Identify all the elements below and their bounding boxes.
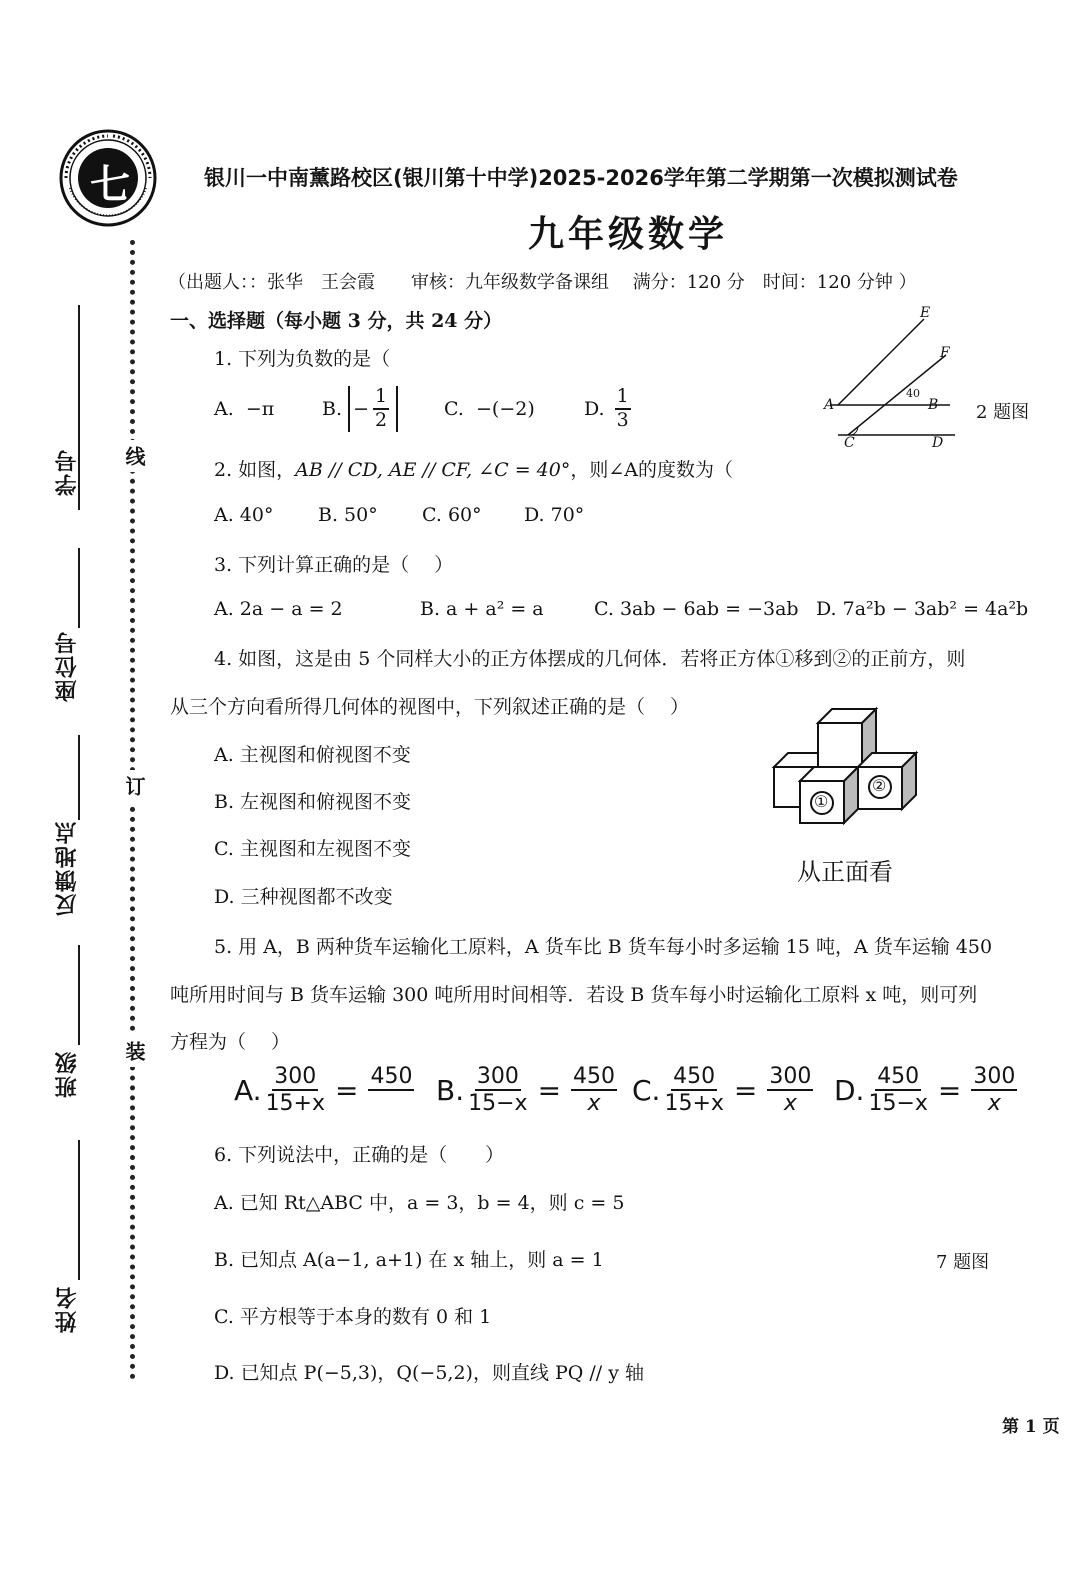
q5-b-left-fraction xyxy=(468,1064,527,1117)
q5-a-ln: 300 xyxy=(272,1064,318,1091)
cube-label-1: ① xyxy=(814,792,829,811)
section-title: 一、选择题（每小题 3 分，共 24 分） xyxy=(170,310,503,332)
q4-stem-line2: 从三个方向看所得几何体的视图中，下列叙述正确的是（ ） xyxy=(170,696,690,718)
fig2-label-a: A xyxy=(824,397,835,413)
exam-info: （出题人：：张华 王会霞 审核：九年级数学备课组 满分：120 分 时间：120 分钟 ） xyxy=(168,272,917,293)
fig2-label-b: B xyxy=(928,397,939,413)
label-feedback-location: 反馈地点 xyxy=(55,820,80,916)
q2-option-a: A. 40° xyxy=(214,504,274,526)
q3-option-a: A. 2a − a = 2 xyxy=(214,598,343,620)
q2-stem-prefix: 2. 如图， xyxy=(214,459,296,481)
label-class: 班级 xyxy=(55,1050,80,1098)
q6-option-b: B. 已知点 A(a−1, a+1) 在 x 轴上，则 a = 1 xyxy=(214,1249,604,1271)
figure-q2 xyxy=(820,305,970,450)
q1-d-den: 3 xyxy=(616,408,629,431)
cubes-drawing xyxy=(770,705,920,827)
mark-line: 线 xyxy=(120,440,149,472)
subject-title: 九年级数学 xyxy=(528,214,729,255)
fig2-label-c: C xyxy=(844,435,855,451)
q1-b-abs xyxy=(348,386,398,432)
q5-c-right-fraction xyxy=(767,1064,813,1117)
q1-d-num: 1 xyxy=(615,386,631,410)
label-student-id: 学号 xyxy=(55,448,80,496)
fig4-caption: 从正面看 xyxy=(797,858,893,886)
q5-c-ln: 450 xyxy=(671,1064,717,1091)
q1-a-label: A. xyxy=(214,398,234,420)
q5-d-eq: = xyxy=(937,1073,962,1107)
q5-b-ln: 300 xyxy=(475,1064,521,1091)
q5-a-right-fraction xyxy=(368,1064,414,1116)
fig2-label-f: F xyxy=(940,345,950,361)
q1-b-sign: − xyxy=(353,397,369,420)
binding-dotted-line xyxy=(130,240,135,1380)
q1-a-value: −π xyxy=(245,398,275,420)
q5-a-label: A. xyxy=(234,1073,262,1107)
q6-stem: 6. 下列说法中，正确的是（ ） xyxy=(214,1144,505,1166)
q4-option-b: B. 左视图和俯视图不变 xyxy=(214,791,412,813)
q1-b-num: 1 xyxy=(373,386,389,410)
q5-stem-line1: 5. 用 A，B 两种货车运输化工原料，A 货车比 B 货车每小时多运输 15 吨，A 货车运输 450 xyxy=(214,936,993,958)
q3-option-b: B. a + a² = a xyxy=(420,598,544,620)
seal-center-char: 七 xyxy=(90,162,130,208)
q5-b-rn: 450 xyxy=(571,1064,617,1091)
q5-d-rd: x xyxy=(987,1091,1001,1117)
q3-stem: 3. 下列计算正确的是（ ） xyxy=(214,554,454,576)
q5-option-a xyxy=(234,1064,418,1117)
q1-option-d xyxy=(584,386,635,432)
q5-stem-line3: 方程为（ ） xyxy=(170,1031,291,1053)
figure-q4-cubes xyxy=(770,705,920,827)
q2-stem-suffix: ，则∠A的度数为（ xyxy=(570,459,734,481)
q1-stem: 1. 下列为负数的是（ xyxy=(214,348,391,370)
q5-c-eq: = xyxy=(733,1073,758,1107)
q4-option-c: C. 主视图和左视图不变 xyxy=(214,838,411,860)
q2-option-d: D. 70° xyxy=(524,504,585,526)
q1-option-b xyxy=(322,386,398,432)
q5-a-eq: = xyxy=(335,1073,359,1107)
q5-c-rn: 300 xyxy=(767,1064,813,1091)
page-number: 第 1 页 xyxy=(1002,1417,1060,1437)
q5-d-right-fraction xyxy=(971,1064,1017,1117)
margin-line-5 xyxy=(78,1140,80,1280)
q2-stem xyxy=(214,455,733,482)
q5-d-left-fraction xyxy=(868,1064,927,1117)
margin-line-4 xyxy=(78,945,80,1045)
q5-b-rd: x xyxy=(587,1091,601,1117)
q5-b-right-fraction xyxy=(571,1064,617,1117)
q5-a-left-fraction xyxy=(266,1064,325,1117)
q1-d-fraction xyxy=(615,386,631,432)
fig2-label-d: D xyxy=(932,435,944,451)
q1-d-label: D. xyxy=(584,397,605,420)
q2-option-b: B. 50° xyxy=(318,504,378,526)
figure-q2-lines xyxy=(820,305,970,450)
q4-stem-line1: 4. 如图，这是由 5 个同样大小的正方体摆成的几何体．若将正方体①移到②的正前方，则 xyxy=(214,648,966,670)
fig2-caption: 2 题图 xyxy=(976,402,1030,423)
q3-option-c: C. 3ab − 6ab = −3ab xyxy=(594,598,799,620)
q1-b-label: B. xyxy=(322,397,343,420)
q5-d-rn: 300 xyxy=(971,1064,1017,1091)
q2-option-c: C. 60° xyxy=(422,504,482,526)
school-title: 银川一中南薰路校区(银川第十中学)2025-2026学年第二学期第一次模拟测试卷 xyxy=(204,166,958,190)
q1-b-den: 2 xyxy=(374,408,388,431)
fig2-label-e: E xyxy=(920,305,931,321)
q5-d-label: D. xyxy=(834,1073,865,1107)
q5-c-label: C. xyxy=(632,1073,661,1107)
margin-line-3 xyxy=(78,735,80,820)
q6-option-d: D. 已知点 P(−5,3)，Q(−5,2)，则直线 PQ // y 轴 xyxy=(214,1362,645,1384)
q5-d-ln: 450 xyxy=(875,1064,921,1091)
q1-option-c xyxy=(444,398,535,420)
q5-b-label: B. xyxy=(436,1073,465,1107)
q5-c-rd: x xyxy=(783,1091,797,1117)
q5-option-d xyxy=(834,1064,1021,1117)
mark-staple: 订 xyxy=(120,770,149,802)
mark-bind: 装 xyxy=(120,1035,149,1067)
q5-a-ld: 15+x xyxy=(265,1091,326,1117)
q4-option-d: D. 三种视图都不改变 xyxy=(214,886,393,908)
q5-b-ld: 15−x xyxy=(468,1091,528,1117)
fig7-caption: 7 题图 xyxy=(936,1252,990,1273)
q5-c-left-fraction xyxy=(664,1064,723,1117)
school-seal xyxy=(58,128,158,228)
q5-a-rn: 450 xyxy=(368,1064,414,1091)
q6-option-c: C. 平方根等于本身的数有 0 和 1 xyxy=(214,1306,492,1328)
q1-option-a xyxy=(214,398,274,420)
margin-line-2 xyxy=(78,548,80,628)
q5-option-b xyxy=(436,1064,621,1117)
q1-c-value: −(−2) xyxy=(476,398,535,420)
q5-d-ld: 15−x xyxy=(868,1091,928,1117)
q4-option-a: A. 主视图和俯视图不变 xyxy=(214,744,411,766)
q5-stem-line2: 吨所用时间与 B 货车运输 300 吨所用时间相等．若设 B 货车每小时运输化工原料 x 吨，则可列 xyxy=(170,984,978,1006)
cube-label-2: ② xyxy=(872,776,887,795)
q1-b-fraction xyxy=(373,386,389,432)
q2-stem-math: AB // CD, AE // CF, ∠C = 40° xyxy=(295,459,571,481)
q6-option-a: A. 已知 Rt△ABC 中，a = 3，b = 4，则 c = 5 xyxy=(214,1192,625,1214)
q5-option-c xyxy=(632,1064,817,1117)
fig2-angle-label: 40 xyxy=(906,387,920,400)
q1-c-label: C. xyxy=(444,398,464,420)
label-seat-number: 座位号 xyxy=(55,630,80,702)
label-name: 姓名 xyxy=(55,1285,80,1333)
q5-c-ld: 15+x xyxy=(664,1091,724,1117)
q5-b-eq: = xyxy=(537,1073,562,1107)
q3-option-d: D. 7a²b − 3ab² = 4a²b xyxy=(816,598,1029,620)
